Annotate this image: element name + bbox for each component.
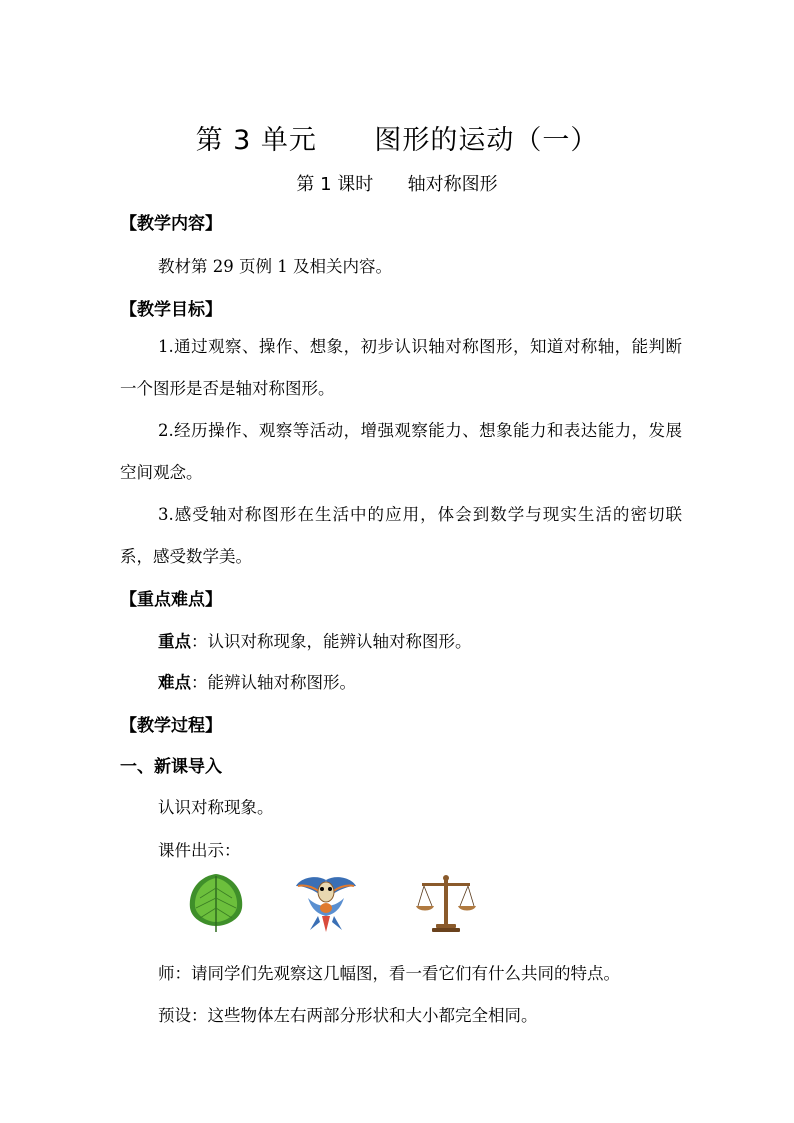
- section-heading-process: 【教学过程】: [120, 716, 222, 736]
- page-title: 第 3 单元 图形的运动（一）: [195, 125, 599, 156]
- part-1-heading: 一、新课导入: [120, 757, 222, 777]
- key-point-label: 重点: [158, 632, 191, 651]
- goal-3: 3.感受轴对称图形在生活中的应用，体会到数学与现实生活的密切联系，感受数学美。: [120, 505, 682, 566]
- difficulty-label: 难点: [158, 673, 191, 692]
- preset-line: 预设：这些物体左右两部分形状和大小都完全相同。: [158, 1006, 538, 1025]
- lesson-subtitle: 第 1 课时 轴对称图形: [296, 174, 498, 195]
- section-heading-key-points: 【重点难点】: [120, 590, 222, 610]
- difficulty-line: [158, 669, 356, 693]
- section-heading-goals: 【教学目标】: [120, 300, 222, 320]
- leaf-icon: [186, 870, 246, 934]
- section-heading-content: 【教学内容】: [120, 214, 222, 234]
- teacher-line: 师：请同学们先观察这几幅图，看一看它们有什么共同的特点。: [158, 964, 620, 983]
- intro-line: 认识对称现象。: [158, 798, 274, 817]
- key-point-text: ：认识对称现象，能辨认轴对称图形。: [191, 632, 472, 651]
- content-text: 教材第 29 页例 1 及相关内容。: [158, 257, 392, 276]
- goal-1: 1.通过观察、操作、想象，初步认识轴对称图形，知道对称轴，能判断一个图形是否是轴对称图形。: [120, 337, 682, 398]
- key-point-line: [158, 628, 472, 652]
- goal-2: 2.经历操作、观察等活动，增强观察能力、想象能力和表达能力，发展空间观念。: [120, 421, 682, 482]
- kite-icon: [294, 870, 358, 934]
- balance-scale-icon: [414, 870, 478, 934]
- courseware-line: 课件出示：: [158, 841, 241, 860]
- difficulty-text: ：能辨认轴对称图形。: [191, 673, 356, 692]
